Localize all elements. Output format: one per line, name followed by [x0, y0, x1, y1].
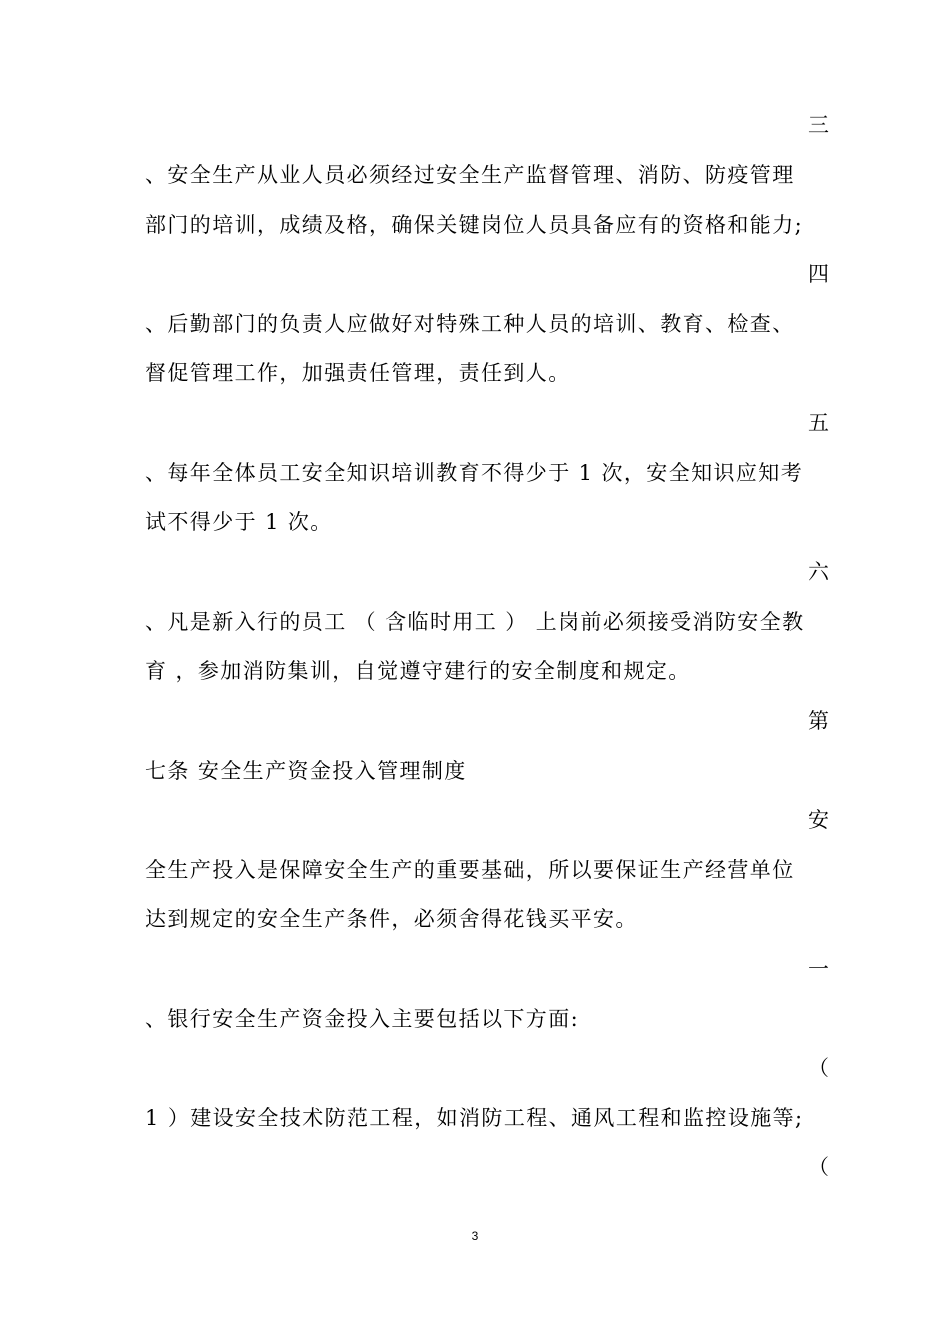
- paragraph-8-line-1: 1 ）建设安全技术防范工程，如消防工程、通风工程和监控设施等;: [145, 1106, 804, 1130]
- paragraph-6-line-1: 全生产投入是保障安全生产的重要基础，所以要保证生产经营单位: [145, 858, 795, 882]
- paragraph-3-line-2: 试不得少于 1 次。: [145, 510, 333, 534]
- paragraph-marker-7: 一: [808, 957, 829, 981]
- paragraph-4-line-1: 、凡是新入行的员工 （ 含临时用工 ） 上岗前必须接受消防安全教: [145, 610, 805, 634]
- paragraph-2-line-1: 、后勤部门的负责人应做好对特殊工种人员的培训、教育、检查、: [145, 312, 795, 336]
- paragraph-marker-3: 五: [808, 411, 829, 435]
- paragraph-marker-9: （: [808, 1155, 829, 1179]
- paragraph-marker-2: 四: [808, 262, 829, 286]
- article-heading: 七条 安全生产资金投入管理制度: [145, 759, 467, 783]
- paragraph-4-line-2: 育 ，参加消防集训，自觉遵守建行的安全制度和规定。: [145, 659, 691, 683]
- paragraph-2-line-2: 督促管理工作，加强责任管理，责任到人。: [145, 361, 571, 385]
- paragraph-7-line-1: 、银行安全生产资金投入主要包括以下方面:: [145, 1007, 580, 1031]
- paragraph-3-line-1: 、每年全体员工安全知识培训教育不得少于 1 次，安全知识应知考: [145, 461, 804, 485]
- page-number: 3: [471, 1229, 479, 1243]
- paragraph-marker-6: 安: [808, 808, 829, 832]
- paragraph-marker-5: 第: [808, 709, 829, 733]
- paragraph-marker-1: 三: [808, 113, 829, 137]
- paragraph-1-line-2: 部门的培训，成绩及格，确保关键岗位人员具备应有的资格和能力;: [145, 213, 804, 237]
- paragraph-marker-8: （: [808, 1056, 829, 1080]
- paragraph-6-line-2: 达到规定的安全生产条件，必须舍得花钱买平安。: [145, 907, 638, 931]
- paragraph-1-line-1: 、安全生产从业人员必须经过安全生产监督管理、消防、防疫管理: [145, 163, 795, 187]
- paragraph-marker-4: 六: [808, 560, 829, 584]
